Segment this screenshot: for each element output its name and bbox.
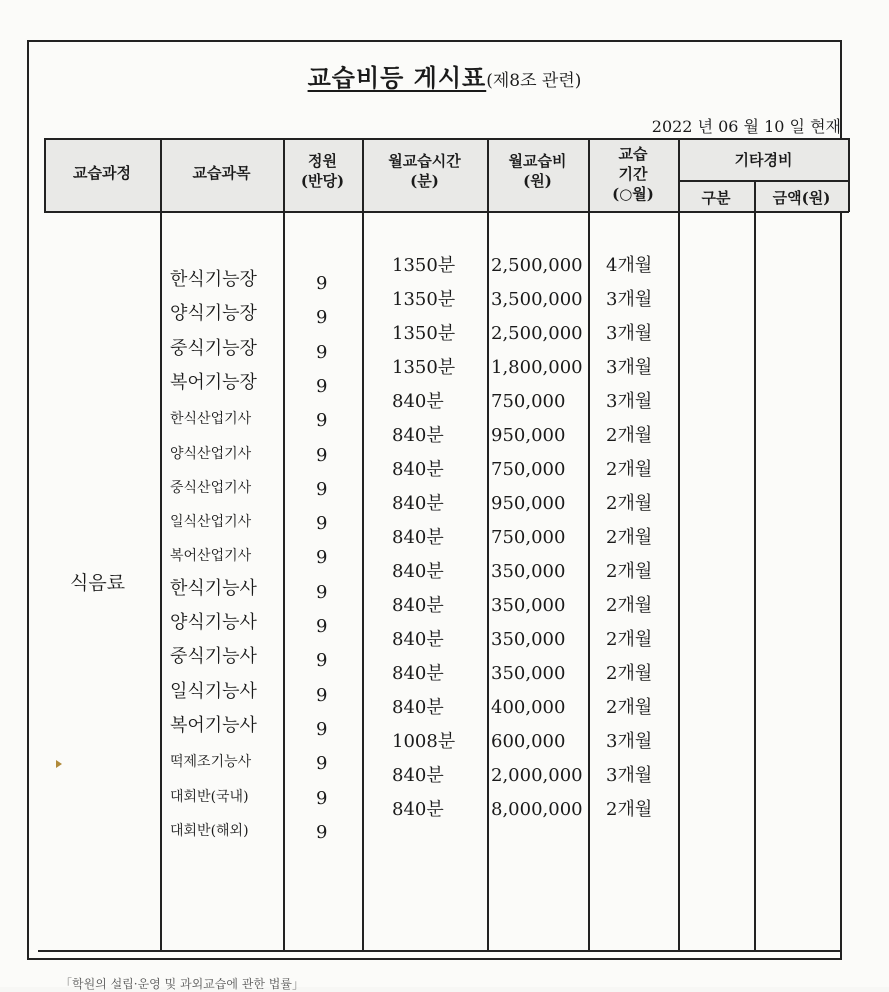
- subject-cell: 한식기능사: [170, 577, 257, 599]
- fee-cell: 950,000: [491, 425, 566, 446]
- period-cell: 3개월: [606, 391, 653, 412]
- capacity-cell: 9: [316, 718, 328, 740]
- col-line-1: [160, 138, 162, 951]
- capacity-cell: 9: [316, 375, 328, 397]
- capacity-cell: 9: [316, 410, 328, 432]
- subject-cell: 중식기능사: [170, 646, 257, 668]
- hours-cell: 1350분: [392, 357, 456, 378]
- period-cell: 2개월: [606, 663, 653, 684]
- header-hours-line1: 월교습시간: [388, 152, 461, 170]
- fee-cell: 600,000: [491, 731, 566, 752]
- subject-cell: 복어산업기사: [170, 548, 252, 565]
- header-hours-line2: (분): [410, 172, 439, 190]
- period-cell: 2개월: [606, 561, 653, 582]
- fee-cell: 1,800,000: [491, 357, 583, 378]
- hours-cell: 840분: [392, 663, 444, 684]
- period-cell: 3개월: [606, 731, 653, 752]
- hours-cell: 840분: [392, 391, 444, 412]
- capacity-cell: 9: [316, 616, 328, 637]
- col-line-6: [678, 138, 680, 951]
- course-category: 식음료: [70, 572, 126, 594]
- subject-cell: 떡제조기능사: [170, 754, 252, 771]
- capacity-cell: 9: [316, 444, 328, 466]
- hours-cell: 1008분: [392, 731, 456, 752]
- col-line-5: [588, 138, 590, 951]
- header-other-amount: 금액(원): [772, 189, 831, 207]
- capacity-cell: 9: [316, 547, 328, 569]
- fee-cell: 950,000: [491, 493, 566, 514]
- period-cell: 4개월: [606, 255, 653, 276]
- header-subject: 교습과목: [192, 164, 251, 182]
- subject-cell: 일식산업기사: [170, 514, 252, 531]
- table-header-bottom: [44, 211, 849, 213]
- header-capacity-line1: 정원: [308, 152, 337, 170]
- header-period: [588, 144, 678, 204]
- hours-cell: 840분: [392, 425, 444, 446]
- capacity-cell: 9: [316, 307, 328, 329]
- fee-cell: 750,000: [491, 459, 566, 480]
- subject-cell: 대회반(국내): [170, 788, 249, 805]
- fee-cell: 2,500,000: [491, 255, 583, 276]
- header-fee: [487, 151, 588, 191]
- capacity-cell: 9: [316, 478, 328, 500]
- period-cell: 2개월: [606, 799, 653, 820]
- header-hours: [362, 151, 487, 191]
- period-cell: 2개월: [606, 595, 653, 616]
- subject-cell: 중식산업기사: [170, 479, 252, 496]
- fee-cell: 3,500,000: [491, 289, 583, 310]
- hours-cell: 840분: [392, 527, 444, 548]
- hours-cell: 840분: [392, 459, 444, 480]
- fee-cell: 2,500,000: [491, 323, 583, 344]
- page-title: [0, 58, 889, 93]
- period-cell: 3개월: [606, 765, 653, 786]
- as-of-date: 2022 년 06 월 10 일 현재: [651, 117, 841, 136]
- col-line-4: [487, 138, 489, 951]
- fee-cell: 350,000: [491, 629, 566, 650]
- capacity-cell: 9: [316, 684, 328, 706]
- fee-cell: 350,000: [491, 595, 566, 616]
- hours-cell: 840분: [392, 765, 444, 786]
- hours-cell: 1350분: [392, 323, 456, 344]
- period-cell: 2개월: [606, 527, 653, 548]
- period-cell: 2개월: [606, 459, 653, 480]
- footer-note: 「학원의 설립·운영 및 과외교습에 관한 법률」: [60, 977, 304, 991]
- fee-cell: 8,000,000: [491, 799, 583, 820]
- period-cell: 2개월: [606, 629, 653, 650]
- hours-cell: 840분: [392, 629, 444, 650]
- capacity-cell: 9: [316, 650, 328, 672]
- subject-cell: 대회반(해외): [170, 822, 249, 839]
- subject-cell: 한식기능장: [170, 269, 257, 290]
- capacity-cell: 9: [316, 341, 328, 363]
- header-period-line1: 교습: [618, 145, 648, 163]
- fee-cell: 400,000: [491, 697, 566, 718]
- header-fee-line2: (원): [523, 172, 552, 190]
- subject-cell: 한식산업기사: [170, 411, 252, 428]
- hours-cell: 840분: [392, 595, 444, 616]
- period-cell: 3개월: [606, 357, 653, 378]
- period-cell: 2개월: [606, 493, 653, 514]
- header-capacity: [283, 151, 362, 191]
- table-sub-header-line: [678, 180, 849, 182]
- subject-cell: 복어기능사: [170, 714, 257, 736]
- title-main: 교습비등 게시표: [307, 63, 487, 92]
- capacity-cell: 9: [316, 821, 328, 843]
- capacity-cell: 9: [316, 513, 328, 535]
- hours-cell: 1350분: [392, 255, 456, 276]
- period-cell: 2개월: [606, 425, 653, 446]
- scan-mark: [56, 760, 62, 768]
- col-line-7: [754, 180, 756, 951]
- period-cell: 3개월: [606, 323, 653, 344]
- title-sub: (제8조 관련): [486, 71, 582, 91]
- header-other: 기타경비: [734, 151, 793, 169]
- hours-cell: 840분: [392, 799, 444, 820]
- subject-cell: 양식산업기사: [170, 445, 252, 462]
- table-top-border: [44, 138, 849, 140]
- fee-cell: 750,000: [491, 391, 566, 412]
- subject-cell: 양식기능사: [170, 612, 257, 633]
- fee-cell: 750,000: [491, 527, 566, 548]
- hours-cell: 1350분: [392, 289, 456, 310]
- subject-cell: 중식기능장: [170, 337, 257, 359]
- table-bottom-border: [38, 950, 842, 952]
- period-cell: 3개월: [606, 289, 653, 310]
- col-line-2: [283, 138, 285, 951]
- fee-cell: 350,000: [491, 561, 566, 582]
- header-capacity-line2: (반당): [300, 172, 345, 190]
- fee-cell: 2,000,000: [491, 765, 583, 786]
- hours-cell: 840분: [392, 561, 444, 582]
- period-cell: 2개월: [606, 697, 653, 718]
- capacity-cell: 9: [316, 753, 328, 775]
- subject-cell: 일식기능사: [170, 680, 257, 702]
- subject-cell: 복어기능장: [170, 371, 257, 393]
- capacity-cell: 9: [316, 581, 328, 603]
- fee-cell: 350,000: [491, 663, 566, 684]
- header-other-kind: 구분: [701, 189, 731, 207]
- header-course: 교습과정: [73, 164, 131, 182]
- hours-cell: 840분: [392, 697, 444, 718]
- hours-cell: 840분: [392, 493, 444, 514]
- subject-cell: 양식기능장: [170, 303, 257, 325]
- capacity-cell: 9: [316, 273, 328, 294]
- header-period-line3: (○월): [612, 185, 654, 203]
- header-period-line2: 기간: [618, 165, 648, 183]
- col-line-3: [362, 138, 364, 951]
- header-fee-line1: 월교습비: [508, 152, 567, 170]
- capacity-cell: 9: [316, 787, 328, 809]
